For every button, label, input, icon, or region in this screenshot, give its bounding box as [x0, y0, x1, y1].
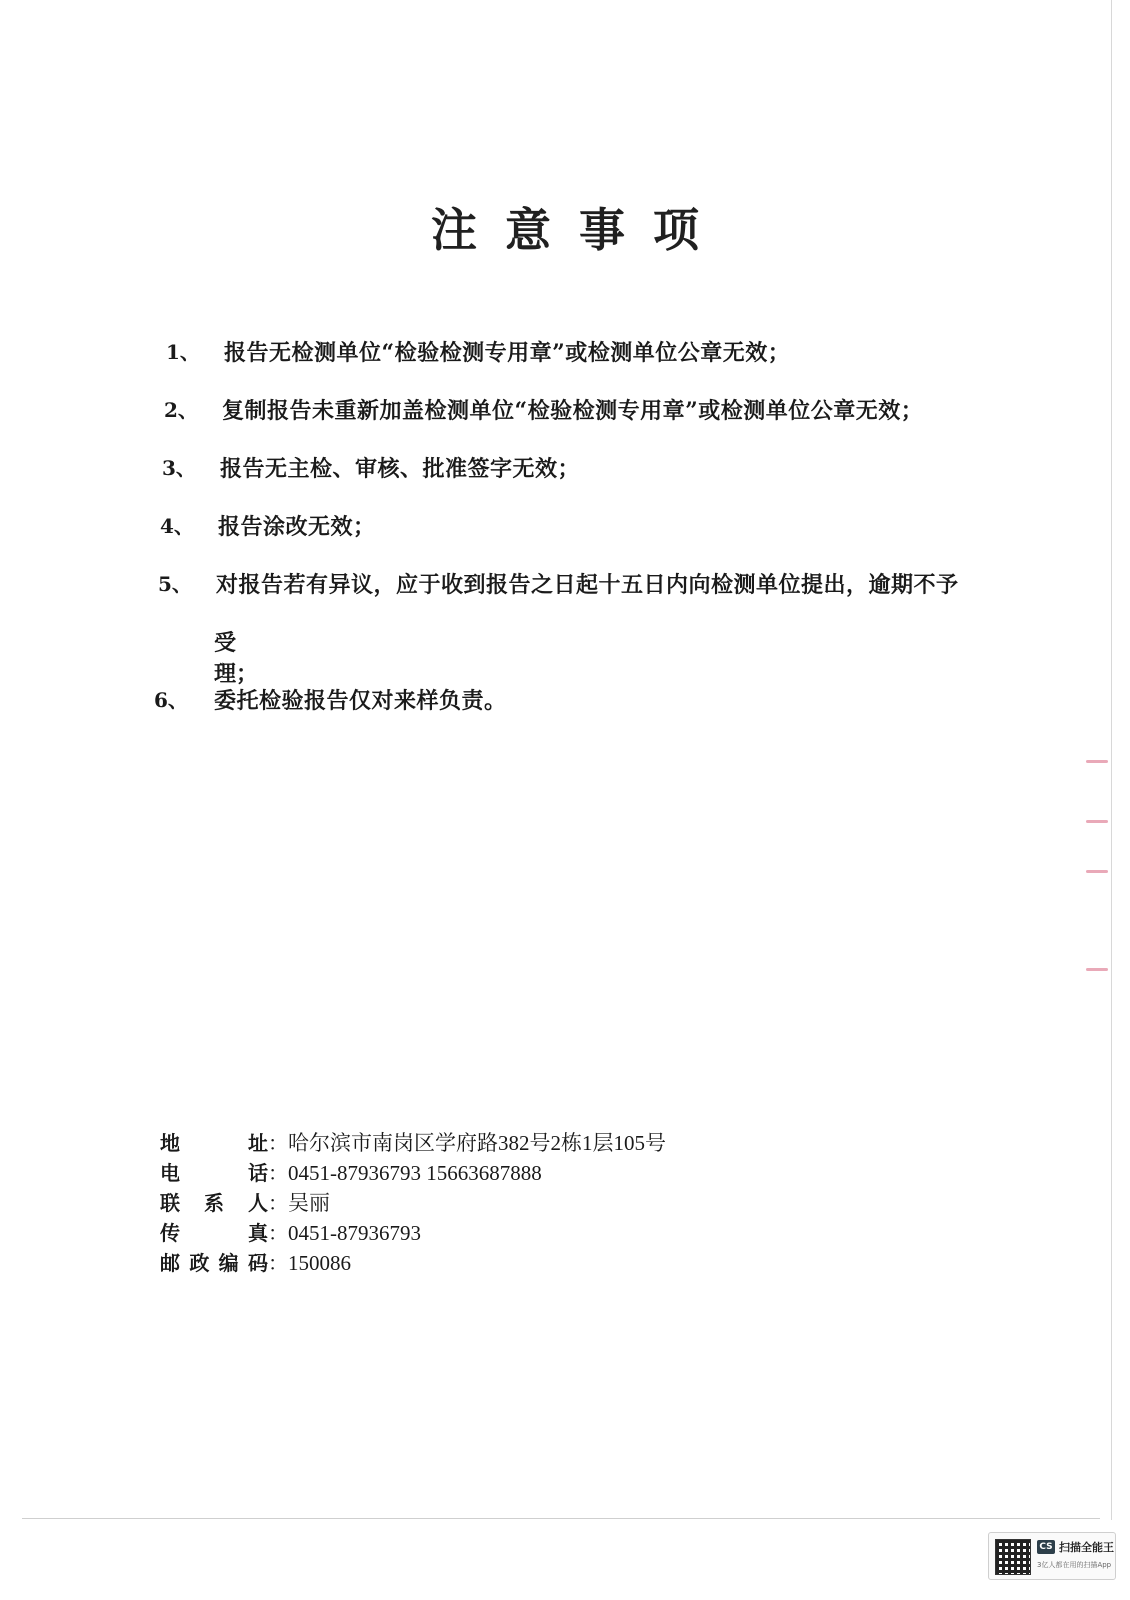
qr-code-icon: [995, 1539, 1031, 1575]
stamp-mark: [1086, 968, 1108, 971]
fax-row: [160, 1218, 666, 1248]
separator: ：: [268, 1131, 288, 1155]
notice-text: 报告无主检、审核、批准签字无效；: [220, 456, 581, 482]
notice-number: 6、: [154, 688, 188, 712]
person-value: 吴丽: [288, 1191, 330, 1215]
phone-value: 0451-87936793 15663687888: [288, 1161, 542, 1185]
page-edge-bottom: [22, 1518, 1100, 1519]
phone-row: [160, 1158, 666, 1188]
address-value: 哈尔滨市南岗区学府路382号2栋1层105号: [288, 1131, 666, 1155]
badge-tagline: 3亿人都在用的扫描App: [1037, 1561, 1112, 1569]
stamp-mark: [1086, 760, 1108, 763]
separator: ：: [268, 1161, 288, 1185]
postcode-label: 邮政编码: [160, 1251, 268, 1275]
notice-text: 委托检验报告仅对来样负责。: [214, 688, 507, 714]
notice-text: 报告涂改无效；: [218, 514, 376, 540]
person-row: [160, 1188, 666, 1218]
stamp-mark: [1086, 870, 1108, 873]
cs-logo-icon: CS: [1037, 1540, 1055, 1554]
address-label: 地址: [160, 1131, 268, 1155]
scanner-watermark-badge: [988, 1532, 1116, 1580]
notice-number: 4、: [160, 514, 194, 538]
notice-text: 对报告若有异议，应于收到报告之日起十五日内向检测单位提出，逾期不予: [216, 572, 959, 598]
fax-value: 0451-87936793: [288, 1221, 421, 1245]
fax-label: 传真: [160, 1221, 268, 1245]
separator: ：: [268, 1251, 288, 1275]
notice-number: 5、: [158, 572, 192, 596]
notice-number: 2、: [164, 398, 198, 422]
contact-info: [160, 1128, 666, 1278]
badge-name: 扫描全能王: [1059, 1541, 1114, 1554]
person-label: 联系人: [160, 1191, 268, 1215]
notice-text: 报告无检测单位“检验检测专用章”或检测单位公章无效；: [224, 340, 791, 366]
separator: ：: [268, 1221, 288, 1245]
stamp-mark: [1086, 820, 1108, 823]
address-row: [160, 1128, 666, 1158]
page-title: 注意事项: [431, 203, 727, 257]
notice-text: 复制报告未重新加盖检测单位“检验检测专用章”或检测单位公章无效；: [222, 398, 924, 424]
notice-continuation: 受理；: [214, 630, 259, 687]
postcode-row: [160, 1248, 666, 1278]
notice-number: 3、: [162, 456, 196, 480]
postcode-value: 150086: [288, 1251, 351, 1275]
notice-number: 1、: [166, 340, 200, 364]
phone-label: 电话: [160, 1161, 268, 1185]
separator: ：: [268, 1191, 288, 1215]
